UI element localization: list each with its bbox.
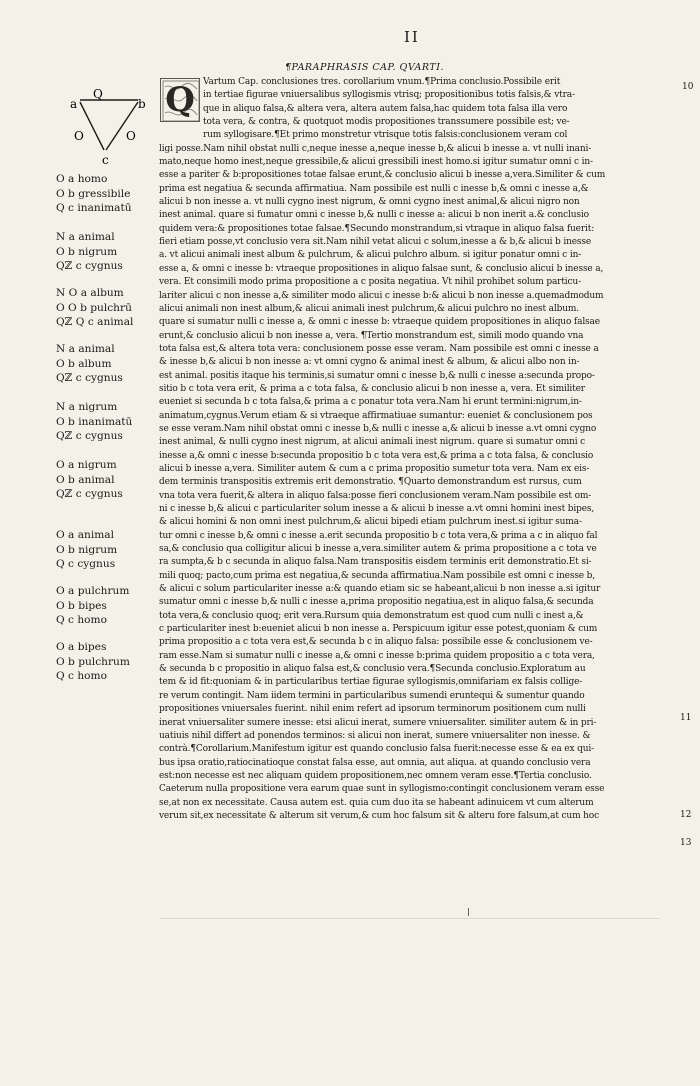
text-line: mato,neque homo inest,neque gressibile,& alicui gressibili inest homo.si igitur sumatur omni c in-	[159, 157, 593, 168]
term-line: O b gressibile	[56, 187, 131, 200]
diagram-label-top-left: a	[70, 97, 78, 111]
text-line: tota falsa est,& altera tota vera: conclusionem posse esse veram. Nam possibile est omni c inesse a	[159, 343, 599, 354]
drop-cap-letter: Q	[165, 80, 195, 120]
text-line: vna tota vera fuerit,& altera in aliquo falsa:posse fieri conclusionem veram.Nam possibile est om-	[159, 490, 592, 501]
text-line: propositiones vniuersales fuerint. nihil enim refert ad ipsorum terminorum positionem cum nulli	[159, 704, 586, 715]
bleed-through-rule	[160, 918, 660, 945]
diagram-label-bottom: c	[102, 153, 109, 167]
term-line: Qℤ c cygnus	[56, 430, 123, 443]
line-number: 11	[680, 713, 692, 723]
text-line: inesse a,& omni c inesse b:secunda propositio b c tota vera est,& prima a c tota falsa, & conclusio	[159, 450, 594, 461]
term-group	[56, 400, 154, 458]
term-line: O b pulchrum	[56, 655, 130, 668]
text-line: animatum,cygnus.Verum etiam & si vtraeque affirmatiuae sumantur: eueniet & conclusionem pos	[159, 410, 593, 421]
term-line: O b nigrum	[56, 245, 118, 258]
diagram-label-right: O	[126, 129, 136, 143]
text-line: fieri etiam posse,vt conclusio vera sit.Nam nihil vetat alicui c solum,inesse a & b,& alicui b inesse	[159, 237, 592, 248]
term-group	[56, 640, 154, 690]
text-line: c particulariter inest b:eueniet alicui b non inesse a. Perspicuum igitur esse potest,quoniam & cum	[159, 624, 598, 635]
term-group	[56, 230, 154, 286]
diagram-label-top-mid: Q	[93, 87, 103, 101]
text-line: est:non necesse est nec aliquam quidem propositionem,nec omnem veram esse.¶Tertia conclusio.	[159, 770, 592, 781]
text-line: sumatur omni c inesse b,& nulli c inesse a,prima propositio negatiua,est in aliquo falsa,& secunda	[159, 597, 594, 608]
term-line: N O a album	[56, 287, 124, 299]
term-group	[56, 458, 154, 528]
term-group	[56, 584, 154, 640]
term-line: Qℤ c cygnus	[56, 488, 123, 501]
term-line: O O b pulchrū	[56, 301, 132, 314]
running-head: ¶PARAPHRASIS CAP. QVARTI.	[285, 62, 445, 73]
body-text	[159, 76, 673, 823]
text-line: Vartum Cap. conclusiones tres. corollarium vnum.¶Prima conclusio.Possibile erit	[203, 77, 561, 87]
text-line: rum syllogisare.¶Et primo monstretur vtrisque totis falsis:conclusionem veram col	[203, 130, 568, 141]
text-line: erunt,& conclusio alicui b non inesse a, vera. ¶Tertio monstrandum est, simili modo quando vna	[159, 330, 584, 341]
term-line: O b bipes	[56, 599, 107, 612]
diagram-label-left: O	[74, 129, 84, 143]
term-line: O a homo	[56, 173, 108, 185]
text-line: est animal. positis itaque his terminis,si sumatur omni c inesse b,& nulli c inesse a:secunda propo-	[159, 370, 595, 381]
text-line: inest animal. quare si fumatur omni c inesse b,& nulli c inesse a: alicui b non inerit a.& conclusio	[159, 210, 589, 221]
term-line: O b album	[56, 357, 112, 370]
text-line: ram esse.Nam si sumatur nulli c inesse a,& omni c inesse b:prima quidem propositio a c tota vera,	[159, 650, 595, 661]
text-line: & inesse b,& alicui b non inesse a: vt omni cygno & animal inest & album, & alicui albo non in-	[159, 357, 580, 368]
term-line: Q c homo	[56, 614, 107, 627]
line-number: 10	[682, 82, 694, 92]
term-line: Qℤ Q c animal	[56, 316, 134, 329]
text-line: ni c inesse b,& alicui c particulariter solum inesse a & alicui b inesse a.vt omni homini inest bipes,	[159, 504, 595, 514]
syllogism-diagram	[66, 88, 150, 166]
text-line: bus ipsa oratio,ratiocinatioque constat falsa esse, aut omnia, aut aliqua. at quando conclusio vera	[159, 757, 591, 768]
term-line: Qℤ c cygnus	[56, 372, 123, 385]
text-line: sitio b c tota vera erit, & prima a c tota falsa, & conclusio alicui b non inesse a, vera. Et similiter	[159, 383, 585, 394]
text-line: eueniet si secunda b c tota falsa,& prima a c ponatur tota vera.Nam hi erunt termini:nigrum,in-	[159, 397, 582, 408]
term-line: O b animal	[56, 473, 115, 486]
line-number: 12	[680, 810, 692, 820]
term-line: O a pulchrum	[56, 585, 130, 597]
text-line: lariter alicui c non inesse a,& similiter modo alicui c inesse b:& alicui b non inesse a.quemadmodum	[159, 290, 604, 301]
text-line: dem terminis transpositis extremis erit demonstratio. ¶Quarto demonstrandum est rursus, cum	[159, 477, 582, 488]
text-line: contrà.¶Corollarium.Manifestum igitur est quando conclusio falsa fuerit:necesse esse & ea ex qui-	[159, 744, 594, 755]
text-line: alicui b non inesse a. vt nulli cygno inest nigrum, & omni cygno inest animal,& alicui nigro non	[159, 197, 580, 208]
text-line: & secunda b c propositio in aliquo falsa est,& conclusio vera.¶Secunda conclusio.Exploratum au	[159, 664, 586, 675]
diagram-figure	[66, 88, 150, 166]
text-line: & alicui c solum particulariter inesse a:& quando etiam sic se habeant,alicui b non inesse a.si igitur	[159, 584, 601, 595]
text-line: inerat vniuersaliter sumere inesse: etsi alicui inerat, sumere vniuersaliter. similiter autem & in pri-	[159, 717, 597, 728]
term-line: N a nigrum	[56, 401, 118, 413]
text-line: sa,& conclusio qua colligitur alicui b inesse a,vera.similiter autem & prima propositione a c tota ve	[159, 544, 597, 555]
text-line: re verum contingit. Nam iidem termini in particularibus sumendi eruntequi & sumentur quando	[159, 690, 585, 701]
text-line: inest animal, & nulli cygno inest nigrum, at alicui animali inest nigrum. quare si sumatur omni c	[159, 437, 586, 448]
term-line: O b nigrum	[56, 543, 118, 556]
term-line: O a bipes	[56, 641, 107, 653]
term-group	[56, 286, 154, 342]
text-line: se esse veram.Nam nihil obstat omni c inesse b,& nulli c inesse a,& alicui b inesse a.vt omni cygno	[159, 423, 597, 434]
term-line: Q c inanimatū	[56, 202, 132, 215]
margin-terms	[56, 172, 154, 690]
text-line: verum sit,ex necessitate & alterum sit verum,& cum hoc falsum sit & alteru fore falsum,at cum hoc	[159, 810, 599, 821]
page-number: II	[404, 28, 420, 46]
text-line: que in aliquo falsa,& altera vera, altera autem falsa,hac quidem tota falsa illa vero	[203, 103, 568, 114]
text-line: tota vera, & contra, & quotquot modis propositiones transsumere possibile est; ve-	[203, 117, 570, 128]
term-group	[56, 528, 154, 584]
text-line: tota vera,& conclusio quoq; erit vera.Rursum quia demonstratum est quod cum nulli c inest a,&	[159, 610, 584, 621]
text-line: in tertiae figurae vniuersalibus syllogismis vtrisq; propositionibus totis falsis,& vtra-	[203, 90, 575, 101]
text-line: ligi posse.Nam nihil obstat nulli c,neque inesse a,neque inesse b,& alicui b inesse a. vt nulli inani-	[159, 143, 592, 154]
text-line: alicui animali non inest album,& alicui animali inest pulchrum,& alicui pulchro no inest album.	[159, 303, 579, 314]
line-number: 13	[680, 838, 692, 848]
text-line: esse a, & omni c inesse b: vtraeque propositiones in aliquo falsae sunt, & conclusio alicui b inesse a,	[159, 263, 604, 274]
drop-cap	[160, 78, 200, 122]
text-line: prima est negatiua & secunda affirmatiua. Nam possibile est nulli c inesse b,& omni c inesse a,&	[159, 183, 589, 194]
term-line: Qℤ c cygnus	[56, 260, 123, 273]
text-line: tem & id fit:quoniam & in particularibus tertiae figurae syllogismis,omnifariam ex falsis collige-	[159, 677, 583, 688]
text-line: quare si sumatur nulli c inesse a, & omni c inesse b: vtraeque quidem propositiones in aliquo falsae	[159, 317, 600, 328]
term-group	[56, 342, 154, 400]
text-line: a. vt alicui animali inest album & pulchrum, & alicui pulchro album. si igitur ponatur omni c in-	[159, 250, 582, 261]
term-line: N a animal	[56, 343, 115, 355]
catchword-tick	[468, 908, 469, 916]
text-line: se,at non ex necessitate. Causa autem est. quia cum duo ita se habeant adinuicem vt cum alterum	[159, 797, 594, 808]
term-line: O b inanimatū	[56, 415, 133, 428]
term-line: N a animal	[56, 231, 115, 243]
text-line: vera. Et consimili modo prima propositione a c posita negatiua. Vt nihil prohibet solum particu-	[159, 277, 581, 288]
term-line: Q c cygnus	[56, 558, 116, 571]
text-line: prima propositio a c tota vera est,& secunda b c in aliquo falsa: possibile esse & conclusionem ve-	[159, 637, 593, 648]
term-line: O a animal	[56, 529, 115, 541]
term-line: Q c homo	[56, 670, 107, 683]
text-line: quidem vera:& propositiones totae falsae.¶Secundo monstrandum,si vtraque in aliquo falsa fuerit:	[159, 223, 595, 234]
text-line: & alicui homini & non omni inest pulchrum,& alicui bipedi etiam pulchrum inest.si igitur suma-	[159, 517, 582, 528]
text-line: uatiuis nihil differt ad ponendos terminos: si alicui non inerat, sumere vniuersaliter non inesse. &	[159, 730, 591, 741]
text-line: alicui b inesse a,vera. Similiter autem & cum a c prima propositio sumetur tota vera. Nam ex eis-	[159, 463, 590, 474]
term-group	[56, 172, 154, 230]
text-line: Caeterum nulla propositione vera earum quae sunt in syllogismo:contingit conclusionem veram esse	[159, 784, 605, 795]
diagram-label-top-right: b	[138, 97, 146, 111]
term-line: O a nigrum	[56, 459, 117, 471]
text-line: mili quoq; pacto,cum prima est negatiua,& secunda affirmatiua.Nam possibile est omni c inesse b,	[159, 570, 596, 581]
text-line: esse a pariter & b:propositiones totae falsae erunt,& conclusio alicui b inesse a,vera.Similiter & cum	[159, 170, 606, 181]
text-line: ra sumpta,& b c secunda in aliquo falsa.Nam transpositis eisdem terminis erit demonstratio.Et si-	[159, 557, 592, 568]
text-line: tur omni c inesse b,& omni c inesse a.erit secunda propositio b c tota vera,& prima a c in aliquo fal	[159, 530, 598, 541]
